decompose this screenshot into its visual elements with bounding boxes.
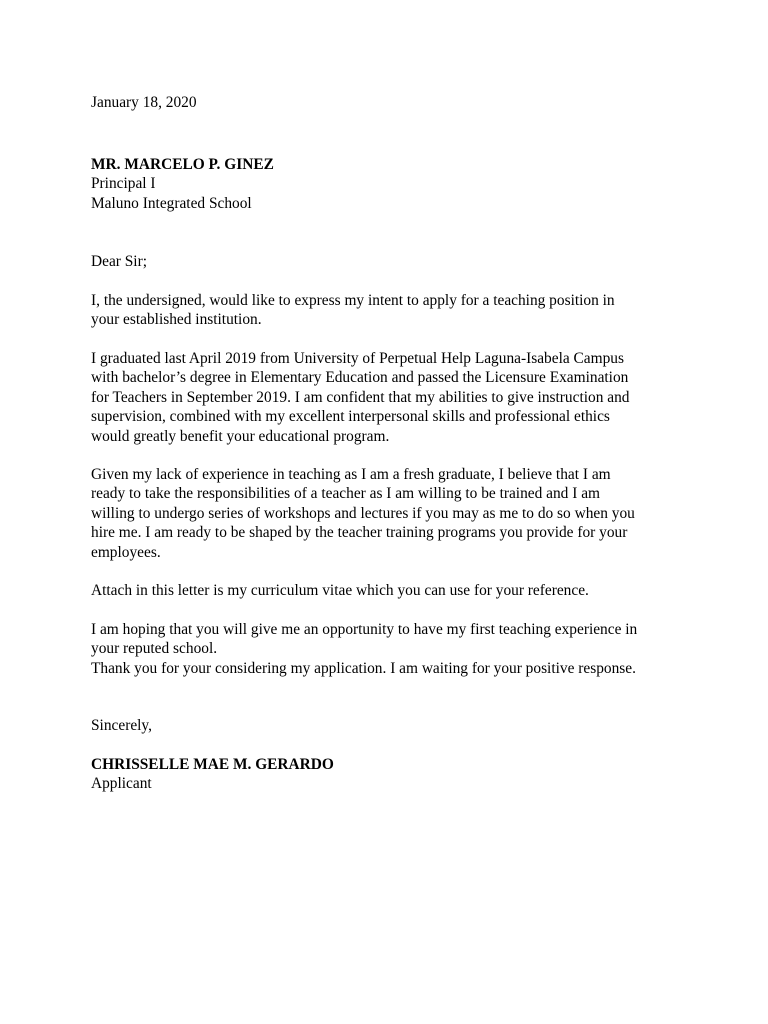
closing-text: Sincerely, [91, 717, 152, 734]
paragraph-experience [91, 465, 691, 562]
paragraph-line: ready to take the responsibilities of a teacher as I am willing to be trained and I am [91, 485, 600, 503]
paragraph-line: your reputed school. [91, 640, 218, 658]
paragraph-closing-remarks [91, 620, 691, 678]
paragraph-line: Thank you for your considering my application. I am waiting for your positive response. [91, 659, 636, 677]
salutation [91, 252, 691, 271]
paragraph-line: I graduated last April 2019 from University of Perpetual Help Laguna-Isabela Campus [91, 350, 624, 367]
paragraph-line: for Teachers in September 2019. I am confident that my abilities to give instruction and [91, 388, 630, 406]
paragraph-line: I, the undersigned, would like to express my intent to apply for a teaching position in [91, 292, 615, 309]
signer-name: CHRISSELLE MAE M. GERARDO [91, 756, 334, 773]
recipient-block [91, 155, 691, 213]
paragraph-line: employees. [91, 543, 161, 561]
paragraph-intent [91, 291, 691, 330]
paragraph-line: would greatly benefit your educational program. [91, 427, 390, 445]
recipient-name: MR. MARCELO P. GINEZ [91, 156, 274, 173]
paragraph-line: Attach in this letter is my curriculum vitae which you can use for your reference. [91, 582, 589, 599]
paragraph-attachment [91, 581, 691, 600]
paragraph-line: I am hoping that you will give me an opportunity to have my first teaching experience in [91, 621, 638, 638]
paragraph-line: hire me. I am ready to be shaped by the teacher training programs you provide for your [91, 524, 628, 542]
paragraph-line: with bachelor’s degree in Elementary Education and passed the Licensure Examination [91, 369, 629, 387]
paragraph-qualifications [91, 349, 691, 446]
recipient-title: Principal I [91, 175, 156, 193]
paragraph-line: your established institution. [91, 311, 262, 329]
recipient-organization: Maluno Integrated School [91, 194, 252, 212]
signature-block [91, 755, 691, 794]
signer-title: Applicant [91, 775, 152, 793]
date-text: January 18, 2020 [91, 94, 197, 111]
salutation-text: Dear Sir; [91, 253, 147, 270]
paragraph-line: supervision, combined with my excellent interpersonal skills and professional ethics [91, 408, 610, 426]
paragraph-line: Given my lack of experience in teaching as I am a fresh graduate, I believe that I am [91, 466, 611, 483]
paragraph-line: willing to undergo series of workshops and lectures if you may as me to do so when you [91, 504, 635, 522]
closing [91, 716, 691, 735]
letter-date [91, 93, 691, 112]
